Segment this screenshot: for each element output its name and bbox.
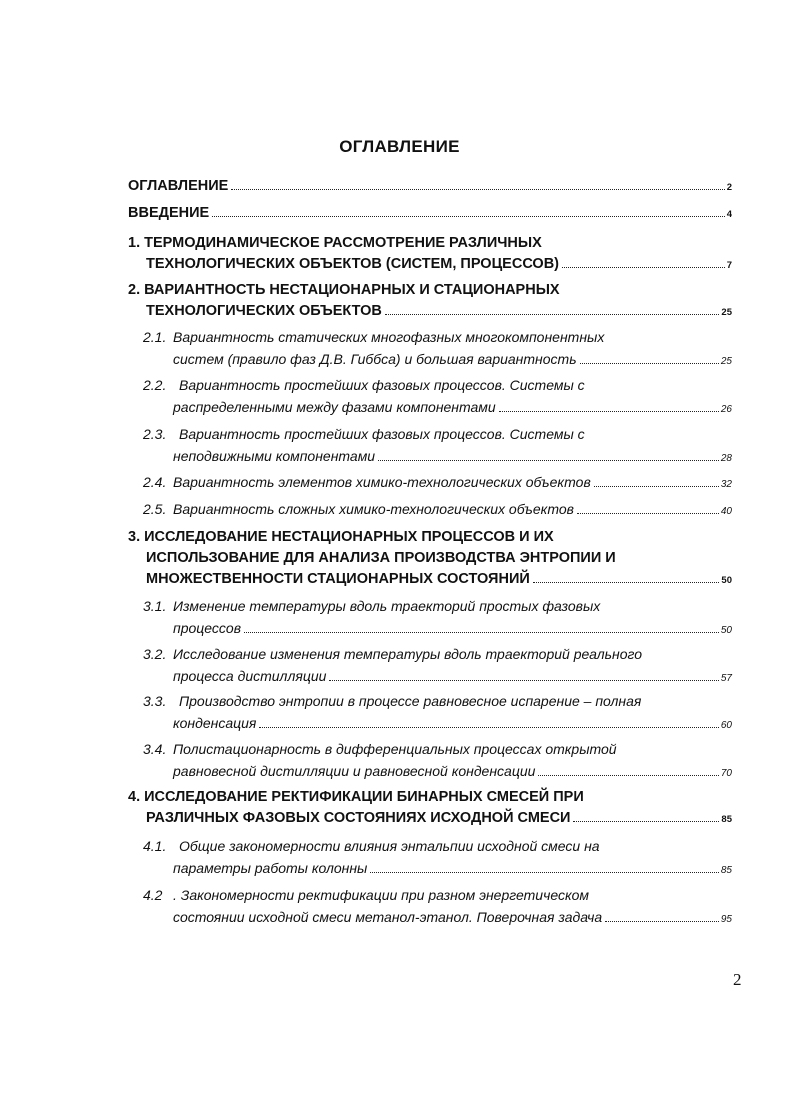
section-number: 2.4. [143, 474, 167, 490]
dot-leader [573, 821, 719, 822]
entry-title: распределенными между фазами компонентами [173, 399, 496, 415]
page-ref: 2 [726, 182, 732, 193]
section-number: 2.5. [143, 501, 167, 517]
dot-leader [538, 775, 718, 776]
section-number: 2.1. [143, 329, 167, 345]
page-ref: 95 [720, 914, 732, 925]
entry-title: 3. ИССЛЕДОВАНИЕ НЕСТАЦИОНАРНЫХ ПРОЦЕССОВ И ИХ [128, 529, 554, 545]
page-ref: 60 [720, 720, 732, 731]
toc-title: ОГЛАВЛЕНИЕ [339, 137, 460, 156]
page-ref: 85 [721, 814, 732, 825]
section-number: 3.4. [143, 741, 167, 757]
page-number: 2 [733, 970, 742, 989]
page-ref: 26 [720, 404, 732, 415]
toc-entry-3-4[interactable] [143, 738, 732, 785]
page-ref: 57 [720, 673, 732, 684]
entry-title: Вариантность статических многофазных многокомпонентных [173, 329, 605, 345]
section-number: 2.2. [143, 377, 167, 393]
page-ref: 32 [720, 479, 732, 490]
page-ref: 7 [726, 260, 732, 271]
entry-title: систем (правило фаз Д.В. Гиббса) и большая вариантность [173, 351, 577, 367]
entry-title: Вариантность сложных химико-технологических объектов [173, 501, 574, 517]
toc-entry-chapter-3[interactable] [128, 527, 732, 591]
entry-title: Вариантность простейших фазовых процессов. Системы с [179, 426, 585, 442]
dot-leader [562, 267, 725, 268]
dot-leader [385, 314, 720, 315]
toc-entry-2-2[interactable] [143, 374, 732, 421]
page-ref: 25 [720, 356, 732, 367]
toc-entry-3-2[interactable] [143, 643, 732, 690]
entry-title: Производство энтропии в процессе равновесное испарение – полная [179, 693, 642, 709]
page-ref: 4 [726, 209, 732, 220]
entry-title: параметры работы колонны [173, 860, 368, 876]
page-ref: 85 [720, 865, 732, 876]
section-number: 4.2 [143, 887, 163, 903]
entry-title: Вариантность элементов химико-технологических объектов [173, 474, 591, 490]
entry-title: 4. ИССЛЕДОВАНИЕ РЕКТИФИКАЦИИ БИНАРНЫХ СМЕСЕЙ ПРИ [128, 789, 584, 805]
entry-title: Вариантность простейших фазовых процессов. Системы с [179, 377, 585, 393]
section-number: 3.3. [143, 693, 167, 709]
entry-title: МНОЖЕСТВЕННОСТИ СТАЦИОНАРНЫХ СОСТОЯНИЙ [146, 571, 530, 587]
dot-leader [605, 921, 719, 922]
section-number: 3.2. [143, 646, 167, 662]
entry-title: 2. ВАРИАНТНОСТЬ НЕСТАЦИОНАРНЫХ И СТАЦИОНАРНЫХ [128, 282, 560, 298]
entry-title: ВВЕДЕНИЕ [128, 205, 210, 221]
entry-title: 1. ТЕРМОДИНАМИЧЕСКОЕ РАССМОТРЕНИЕ РАЗЛИЧНЫХ [128, 235, 542, 251]
dot-leader [577, 513, 719, 514]
entry-title: равновесной дистилляции и равновесной конденсации [173, 763, 536, 779]
section-number: 3.1. [143, 598, 167, 614]
toc-entry-chapter-2[interactable] [128, 280, 732, 323]
entry-title: состоянии исходной смеси метанол-этанол. Поверочная задача [173, 909, 603, 925]
toc-entry-2-3[interactable] [143, 423, 732, 470]
page-ref: 50 [720, 625, 732, 636]
toc-entry-4-1[interactable] [143, 835, 732, 882]
entry-title: Исследование изменения температуры вдоль траекторий реального [173, 646, 643, 662]
toc-entry-3-3[interactable] [143, 690, 732, 737]
page-ref: 40 [720, 506, 732, 517]
entry-title: неподвижными компонентами [173, 448, 376, 464]
entry-title: РАЗЛИЧНЫХ ФАЗОВЫХ СОСТОЯНИЯХ ИСХОДНОЙ СМЕСИ [146, 810, 571, 826]
toc-entry-3-1[interactable] [143, 595, 732, 642]
page-ref: 50 [721, 575, 732, 586]
entry-title: ИСПОЛЬЗОВАНИЕ ДЛЯ АНАЛИЗА ПРОИЗВОДСТВА ЭНТРОПИИ И [146, 550, 616, 566]
dot-leader [244, 632, 719, 633]
entry-title: ТЕХНОЛОГИЧЕСКИХ ОБЪЕКТОВ (СИСТЕМ, ПРОЦЕССОВ) [146, 256, 560, 272]
dot-leader [594, 486, 719, 487]
entry-title: ТЕХНОЛОГИЧЕСКИХ ОБЪЕКТОВ [146, 303, 382, 319]
dot-leader [378, 460, 719, 461]
dot-leader [212, 216, 725, 217]
toc-entry-introduction[interactable] [128, 203, 732, 225]
entry-title: Изменение температуры вдоль траекторий простых фазовых [173, 598, 601, 614]
entry-title: ОГЛАВЛЕНИЕ [128, 178, 229, 194]
toc-entry-2-4[interactable] [143, 471, 732, 496]
dot-leader [580, 363, 719, 364]
toc-entry-chapter-1[interactable] [128, 233, 732, 276]
entry-title: Полистационарность в дифференциальных процессах открытой [173, 741, 617, 757]
dot-leader [231, 189, 724, 190]
page-ref: 25 [721, 307, 732, 318]
dot-leader [329, 680, 718, 681]
dot-leader [370, 872, 719, 873]
entry-title: Общие закономерности влияния энтальпии исходной смеси на [179, 838, 600, 854]
section-number: 4.1. [143, 838, 167, 854]
entry-title: конденсация [173, 715, 257, 731]
page-ref: 28 [720, 453, 732, 464]
dot-leader [499, 411, 719, 412]
toc-entry-2-1[interactable] [143, 326, 732, 373]
entry-title: процессов [173, 620, 242, 636]
entry-title: процесса дистилляции [173, 668, 327, 684]
dot-leader [259, 727, 718, 728]
dot-leader [533, 582, 720, 583]
toc-entry-contents[interactable] [128, 176, 732, 198]
toc-entry-2-5[interactable] [143, 498, 732, 523]
entry-title: . Закономерности ректификации при разном энергетическом [173, 887, 589, 903]
toc-entry-4-2[interactable] [143, 884, 732, 931]
page-ref: 70 [720, 768, 732, 779]
toc-entry-chapter-4[interactable] [128, 787, 732, 830]
section-number: 2.3. [143, 426, 167, 442]
